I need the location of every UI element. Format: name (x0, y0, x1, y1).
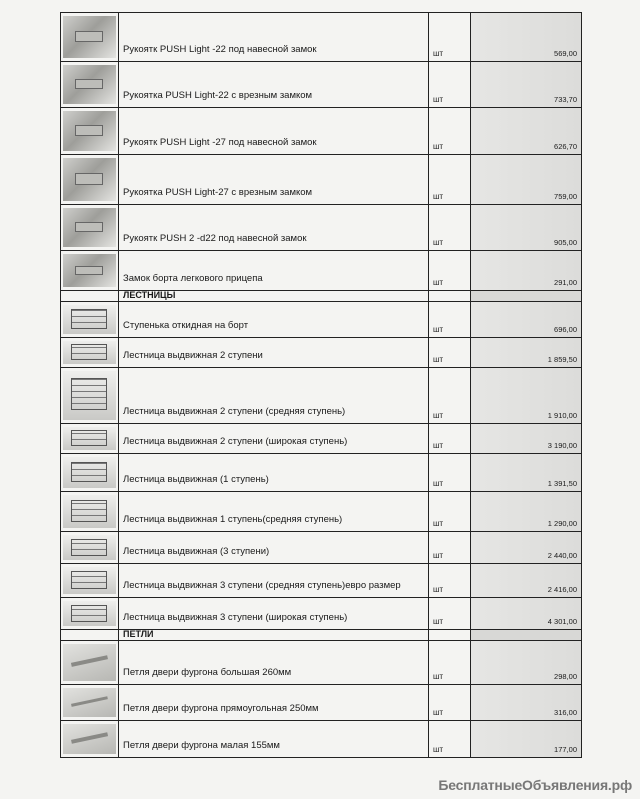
unit: шт (433, 411, 444, 420)
unit: шт (433, 192, 444, 201)
unit-cell (429, 598, 471, 629)
product-name-cell (119, 454, 429, 491)
product-image-cell (61, 368, 119, 423)
price-cell (471, 62, 581, 107)
table-row (61, 107, 581, 154)
handle-icon (63, 111, 116, 151)
product-name-cell (119, 205, 429, 250)
product-image-cell (61, 492, 119, 531)
price: 291,00 (554, 278, 577, 287)
price: 1 290,00 (547, 519, 577, 528)
product-image-cell (61, 721, 119, 757)
unit-cell (429, 721, 471, 757)
table-row (61, 301, 581, 337)
unit-cell (429, 155, 471, 204)
price: 759,00 (554, 192, 577, 201)
table-row (61, 597, 581, 629)
product-name: Рукоятка PUSH Light-22 с врезным замком (123, 90, 313, 101)
table-row (61, 250, 581, 290)
hinge-icon (63, 688, 116, 717)
product-name-cell (119, 155, 429, 204)
ladder-icon (63, 427, 116, 450)
unit-cell (429, 424, 471, 453)
price-cell (471, 721, 581, 757)
step-icon (63, 305, 116, 334)
product-name: Замок борта легкового прицепа (123, 273, 263, 284)
price: 3 190,00 (547, 441, 577, 450)
price-cell (471, 564, 581, 597)
product-name-cell (119, 251, 429, 290)
table-row (61, 720, 581, 758)
product-name: Рукоятка PUSH Light-27 с врезным замком (123, 187, 313, 198)
product-image-cell (61, 13, 119, 61)
product-name-cell (119, 368, 429, 423)
price: 733,70 (554, 95, 577, 104)
table-row (61, 684, 581, 720)
unit-cell (429, 338, 471, 367)
table-row (61, 453, 581, 491)
handle-icon (63, 208, 116, 247)
unit: шт (433, 519, 444, 528)
unit-cell (429, 564, 471, 597)
product-name: Лестница выдвижная 2 ступени (123, 350, 263, 361)
product-name: Рукоятк PUSH Light -22 под навесной замок (123, 44, 317, 55)
product-image-cell (61, 424, 119, 453)
section-title: ПЕТЛИ (123, 629, 154, 639)
price-cell (471, 685, 581, 720)
product-name-cell (119, 338, 429, 367)
unit: шт (433, 325, 444, 334)
price: 177,00 (554, 745, 577, 754)
table-row (61, 12, 581, 61)
unit: шт (433, 49, 444, 58)
product-image-cell (61, 108, 119, 154)
product-image-cell (61, 205, 119, 250)
price-cell (471, 205, 581, 250)
ladder-icon (63, 535, 116, 560)
unit-cell (429, 302, 471, 337)
product-name: Петля двери фургона прямоугольная 250мм (123, 703, 319, 714)
section-img-cell (61, 291, 119, 301)
ladder-icon (63, 371, 116, 420)
unit: шт (433, 479, 444, 488)
section-unit-cell (429, 291, 471, 301)
ladder-icon (63, 567, 116, 594)
price-cell (471, 338, 581, 367)
unit-cell (429, 492, 471, 531)
product-name: Лестница выдвижная (3 ступени) (123, 546, 270, 557)
unit-cell (429, 532, 471, 563)
product-name-cell (119, 302, 429, 337)
product-image-cell (61, 564, 119, 597)
product-name-cell (119, 108, 429, 154)
unit: шт (433, 551, 444, 560)
product-image-cell (61, 155, 119, 204)
product-name-cell (119, 641, 429, 684)
table-row (61, 61, 581, 107)
price-cell (471, 424, 581, 453)
product-name: Лестница выдвижная 1 ступень(средняя ступень) (123, 514, 343, 525)
product-name-cell (119, 685, 429, 720)
table-row (61, 204, 581, 250)
product-name: Рукоятк PUSH Light -27 под навесной замок (123, 137, 317, 148)
ladder-icon (63, 601, 116, 626)
price: 4 301,00 (547, 617, 577, 626)
table-row (61, 640, 581, 684)
unit: шт (433, 95, 444, 104)
product-name-cell (119, 424, 429, 453)
table-row (61, 563, 581, 597)
price-cell (471, 13, 581, 61)
price: 316,00 (554, 708, 577, 717)
product-name: Лестница выдвижная 2 ступени (широкая ступень) (123, 436, 348, 447)
price-cell (471, 302, 581, 337)
unit-cell (429, 62, 471, 107)
unit-cell (429, 368, 471, 423)
price-cell (471, 492, 581, 531)
section-img-cell (61, 630, 119, 640)
section-price-cell (471, 630, 581, 640)
table-row (61, 491, 581, 531)
product-name-cell (119, 492, 429, 531)
product-image-cell (61, 598, 119, 629)
unit-cell (429, 641, 471, 684)
product-image-cell (61, 454, 119, 491)
table-row (61, 531, 581, 563)
price: 298,00 (554, 672, 577, 681)
table-row (61, 423, 581, 453)
price-cell (471, 641, 581, 684)
unit: шт (433, 278, 444, 287)
price: 2 416,00 (547, 585, 577, 594)
lock-icon (63, 254, 116, 287)
unit-cell (429, 13, 471, 61)
hinge-icon (63, 724, 116, 754)
unit: шт (433, 672, 444, 681)
price: 905,00 (554, 238, 577, 247)
product-name: Лестница выдвижная 2 ступени (средняя ступень) (123, 406, 346, 417)
price: 569,00 (554, 49, 577, 58)
table-row (61, 154, 581, 204)
price-cell (471, 454, 581, 491)
price-cell (471, 532, 581, 563)
price: 696,00 (554, 325, 577, 334)
price-cell (471, 251, 581, 290)
product-image-cell (61, 685, 119, 720)
unit: шт (433, 585, 444, 594)
product-name-cell (119, 721, 429, 757)
price: 1 391,50 (547, 479, 577, 488)
price-cell (471, 108, 581, 154)
product-name-cell (119, 598, 429, 629)
product-name-cell (119, 13, 429, 61)
section-name-cell (119, 291, 429, 301)
unit-cell (429, 454, 471, 491)
product-name-cell (119, 532, 429, 563)
handle-icon (63, 158, 116, 201)
unit: шт (433, 355, 444, 364)
table-row (61, 367, 581, 423)
product-image-cell (61, 302, 119, 337)
product-name: Петля двери фургона большая 260мм (123, 667, 292, 678)
unit: шт (433, 238, 444, 247)
price: 1 910,00 (547, 411, 577, 420)
unit-cell (429, 251, 471, 290)
unit-cell (429, 205, 471, 250)
product-image-cell (61, 62, 119, 107)
section-unit-cell (429, 630, 471, 640)
unit: шт (433, 617, 444, 626)
hinge-icon (63, 644, 116, 681)
handle-icon (63, 16, 116, 58)
product-name-cell (119, 564, 429, 597)
product-image-cell (61, 338, 119, 367)
unit: шт (433, 142, 444, 151)
price-table (60, 12, 582, 758)
product-image-cell (61, 641, 119, 684)
price: 1 859,50 (547, 355, 577, 364)
unit-cell (429, 685, 471, 720)
product-name: Лестница выдвижная (1 ступень) (123, 474, 269, 485)
ladder-icon (63, 457, 116, 488)
product-name: Петля двери фургона малая 155мм (123, 740, 280, 751)
section-price-cell (471, 291, 581, 301)
product-name: Лестница выдвижная 3 ступени (средняя ступень)евро размер (123, 580, 401, 591)
price: 2 440,00 (547, 551, 577, 560)
price-cell (471, 368, 581, 423)
unit-cell (429, 108, 471, 154)
section-header-row (61, 629, 581, 640)
price: 626,70 (554, 142, 577, 151)
unit: шт (433, 745, 444, 754)
price-cell (471, 155, 581, 204)
product-name: Рукоятк PUSH 2 -d22 под навесной замок (123, 233, 307, 244)
section-header-row (61, 290, 581, 301)
price-cell (471, 598, 581, 629)
product-name-cell (119, 62, 429, 107)
handle-icon (63, 65, 116, 104)
table-row (61, 337, 581, 367)
ladder-icon (63, 341, 116, 364)
site-watermark: БесплатныеОбъявления.рф (438, 777, 632, 793)
product-image-cell (61, 251, 119, 290)
unit: шт (433, 441, 444, 450)
section-title: ЛЕСТНИЦЫ (123, 290, 176, 300)
product-name: Ступенька откидная на борт (123, 320, 249, 331)
section-name-cell (119, 630, 429, 640)
product-name: Лестница выдвижная 3 ступени (широкая ступень) (123, 612, 348, 623)
unit: шт (433, 708, 444, 717)
ladder-icon (63, 495, 116, 528)
product-image-cell (61, 532, 119, 563)
